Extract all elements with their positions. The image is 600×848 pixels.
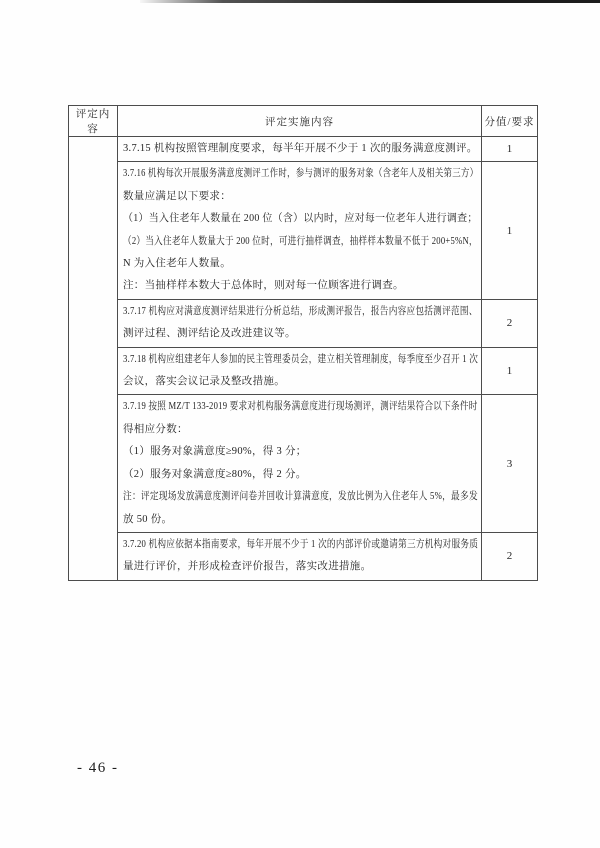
criteria-text-cell xyxy=(118,395,482,532)
score-cell: 3 xyxy=(482,395,538,532)
evaluation-criteria-table xyxy=(68,105,538,581)
criteria-line: （2）服务对象满意度≥80%，得 2 分。 xyxy=(123,468,307,480)
criteria-line: （1）服务对象满意度≥90%，得 3 分； xyxy=(123,446,307,458)
table-row xyxy=(69,395,538,532)
criteria-line: 会议，落实会议记录及整改措施。 xyxy=(123,376,285,388)
criteria-line: （1）当入住老年人数量在 200 位（含）以内时，应对每一位老年人进行调查； xyxy=(123,213,478,225)
header-evaluation-content: 评定内容 xyxy=(69,106,118,137)
criteria-line: 测评过程、测评结论及改进建议等。 xyxy=(123,328,296,340)
criteria-line: 3.7.18 机构应组建老年人参加的民主管理委员会，建立相关管理制度，每季度至少召开 1 次 xyxy=(123,353,479,365)
criteria-line: 注：评定现场发放满意度测评问卷并回收计算满意度，发放比例为入住老年人 5%，最多发 xyxy=(123,491,478,503)
criteria-line: 3.7.19 按照 MZ/T 133-2019 要求对机构服务满意度进行现场测评，测评结果符合以下条件时 xyxy=(123,401,478,413)
score-cell: 1 xyxy=(482,137,538,162)
criteria-line: （2）当入住老年人数量大于 200 位时，可进行抽样调查，抽样样本数量不低于 200+5%N， xyxy=(123,235,478,247)
scan-artifact-line xyxy=(140,0,600,3)
criteria-line: 量进行评价，并形成检查评价报告，落实改进措施。 xyxy=(123,561,372,573)
table-row xyxy=(69,299,538,347)
table-body xyxy=(69,137,538,581)
table-row xyxy=(69,532,538,580)
criteria-line: 注：当抽样样本数大于总体时，则对每一位顾客进行调查。 xyxy=(123,280,404,292)
criteria-text-cell xyxy=(118,347,482,395)
criteria-text-cell xyxy=(118,532,482,580)
score-cell: 1 xyxy=(482,162,538,299)
category-cell xyxy=(69,137,118,581)
page-number: - 46 - xyxy=(77,760,119,776)
criteria-text-cell xyxy=(118,299,482,347)
criteria-line: 放 50 份。 xyxy=(123,513,173,525)
table-row xyxy=(69,137,538,162)
criteria-line: 3.7.15 机构按照管理制度要求，每半年开展不少于 1 次的服务满意度测评。 xyxy=(123,143,478,154)
table-header-row xyxy=(69,106,538,137)
header-implementation-content: 评定实施内容 xyxy=(118,106,482,137)
criteria-text-cell xyxy=(118,162,482,299)
criteria-line: 3.7.17 机构应对满意度测评结果进行分析总结，形成测评报告，报告内容应包括测评范围、 xyxy=(123,305,478,317)
criteria-line: 得相应分数： xyxy=(123,423,188,435)
header-score-requirement: 分值/要求 xyxy=(482,106,538,137)
criteria-line: 数量应满足以下要求： xyxy=(123,190,231,202)
score-cell: 2 xyxy=(482,532,538,580)
table-row xyxy=(69,347,538,395)
criteria-text-cell xyxy=(118,137,482,162)
table-row xyxy=(69,162,538,299)
criteria-line: 3.7.20 机构应依据本指南要求，每年开展不少于 1 次的内部评价或邀请第三方机构对服务质 xyxy=(123,538,479,550)
criteria-line: N 为入住老年人数量。 xyxy=(123,258,232,270)
criteria-line: 3.7.16 机构每次开展服务满意度测评工作时，参与测评的服务对象（含老年人及相关第三方） xyxy=(123,168,479,180)
score-cell: 2 xyxy=(482,299,538,347)
score-cell: 1 xyxy=(482,347,538,395)
